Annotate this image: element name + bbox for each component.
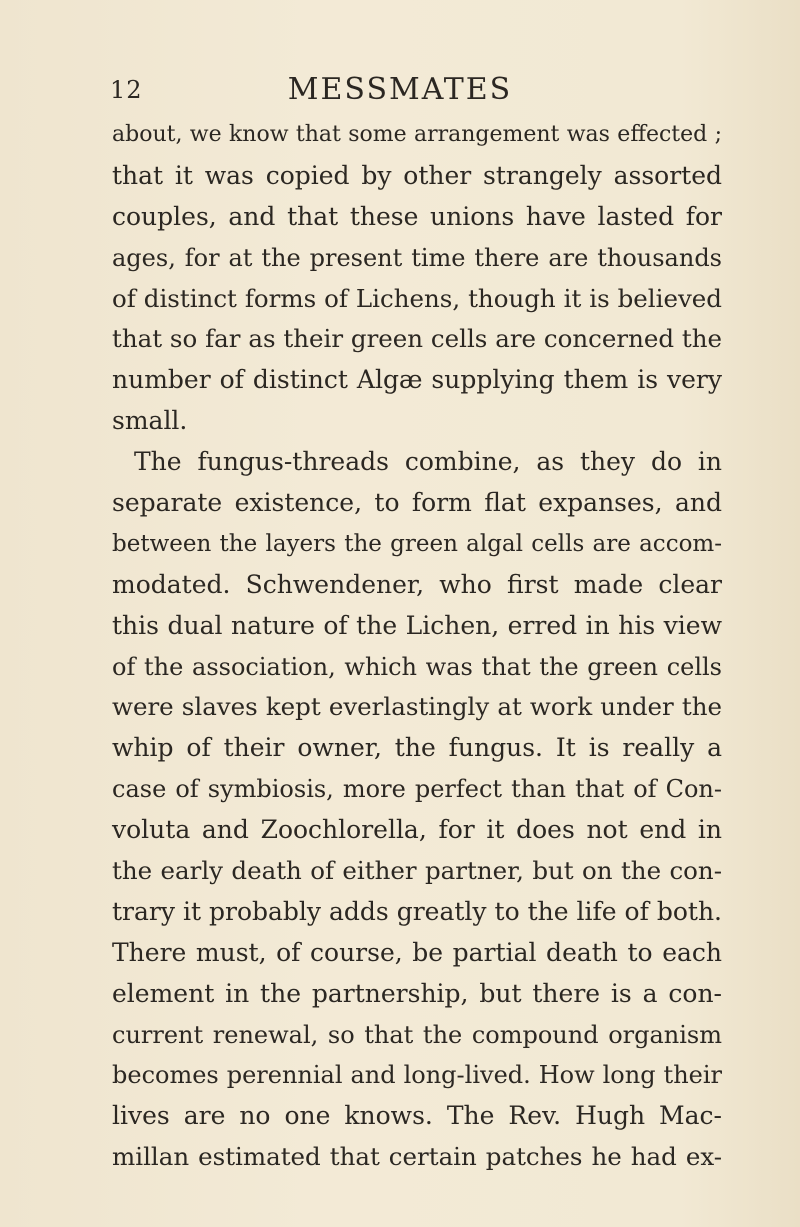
text-line: millan estimated that certain patches he had ex-: [112, 1142, 722, 1172]
text-line: that so far as their green cells are concerned the: [112, 324, 722, 354]
page-number: 12: [110, 76, 143, 104]
text-line: becomes perennial and long-lived. How long their: [112, 1061, 722, 1090]
running-title: MESSMATES: [287, 72, 513, 107]
text-line: The fungus-threads combine, as they do in: [134, 447, 722, 477]
text-line: ages, for at the present time there are thousands: [112, 243, 722, 272]
text-line: case of symbiosis, more perfect than that of Con-: [112, 775, 722, 804]
text-line: current renewal, so that the compound organism: [112, 1020, 722, 1049]
body-text: [112, 115, 722, 1178]
text-line: separate existence, to form flat expanses, and: [112, 488, 722, 518]
text-line: of the association, which was that the green cells: [112, 652, 722, 681]
page-header: [0, 72, 800, 112]
text-line: couples, and that these unions have lasted for: [112, 201, 722, 231]
text-line: of distinct forms of Lichens, though it is believed: [112, 283, 722, 313]
text-line: voluta and Zoochlorella, for it does not end in: [112, 815, 722, 845]
text-line: were slaves kept everlastingly at work under the: [112, 692, 722, 722]
text-line: this dual nature of the Lichen, erred in his view: [112, 610, 722, 640]
text-line: whip of their owner, the fungus. It is really a: [112, 733, 722, 763]
text-line: lives are no one knows. The Rev. Hugh Mac-: [112, 1101, 722, 1131]
text-line: There must, of course, be partial death to each: [112, 937, 722, 967]
text-line: that it was copied by other strangely assorted: [112, 160, 722, 190]
text-line: modated. Schwendener, who first made clear: [112, 569, 722, 599]
text-line: about, we know that some arrangement was effected ;: [112, 122, 722, 147]
text-line: number of distinct Algæ supplying them is very: [112, 365, 722, 395]
text-line: element in the partnership, but there is a con-: [112, 978, 722, 1008]
text-line: trary it probably adds greatly to the life of both.: [112, 896, 722, 926]
text-line: between the layers the green algal cells are accom-: [112, 530, 722, 557]
text-line: small.: [112, 406, 188, 436]
text-line: the early death of either partner, but on the con-: [112, 856, 722, 886]
